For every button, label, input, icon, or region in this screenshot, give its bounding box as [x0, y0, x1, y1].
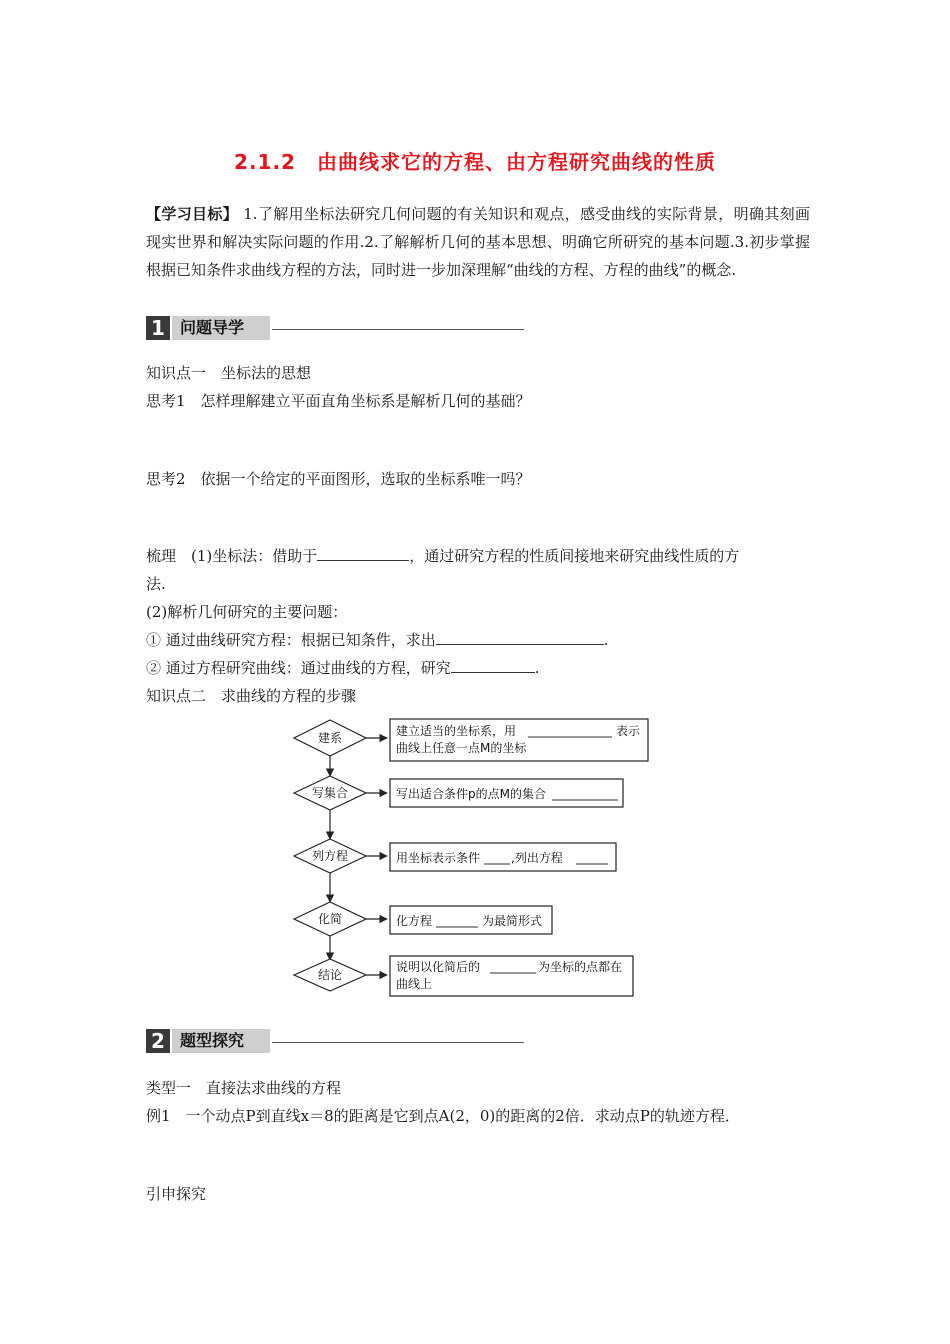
knowledge-point-2: 知识点二 求曲线的方程的步骤 [146, 687, 357, 705]
section-number: 2 [146, 1029, 170, 1053]
section-rule [272, 1042, 524, 1043]
step-name: 列方程 [311, 849, 349, 863]
example-1: 例1 一个动点P到直线x＝8的距离是它到点A(2，0)的距离的2倍．求动点P的轨迹方程． [146, 1107, 740, 1125]
summary-text: ① 通过曲线研究方程：根据已知条件，求出 [146, 631, 436, 649]
section-header-1 [146, 316, 526, 340]
fill-blank [436, 630, 604, 645]
extended-inquiry: 引申探究 [146, 1185, 207, 1203]
step-desc: 曲线上任意一点M的坐标 [396, 741, 527, 755]
step-name: 结论 [317, 968, 343, 982]
summary-line-1 [146, 545, 739, 566]
section-rule [272, 329, 524, 330]
step-desc: ,列出方程 [511, 851, 563, 865]
goals-text: 1.了解用坐标法研究几何问题的有关知识和观点，感受曲线的实际背景，明确其刻画现实世界和解决实际问题的作用.2.了解解析几何的基本思想、明确它所研究的基本问题.3.初步掌握根据已知条件求曲线方程的方法，同时进一步加深理解“曲线的方程、方程的曲线”的概念. [146, 205, 810, 279]
summary-line-5 [146, 657, 540, 678]
summary-text: ② 通过方程研究曲线：通过曲线的方程，研究 [146, 659, 451, 677]
knowledge-point-1: 知识点一 坐标法的思想 [146, 364, 312, 382]
step-desc: 建立适当的坐标系，用 [396, 724, 517, 738]
section-label: 题型探究 [172, 1029, 270, 1053]
step-name: 建系 [317, 731, 343, 745]
summary-text: 梳理 (1)坐标法：借助于 [146, 547, 318, 565]
step-desc: 用坐标表示条件 [396, 851, 481, 865]
summary-text: ，通过研究方程的性质间接地来研究曲线性质的方 [409, 547, 740, 565]
step-desc: 为坐标的点都在 [538, 960, 623, 974]
step-desc: 写出适合条件p的点M的集合 [396, 787, 546, 801]
section-label: 问题导学 [172, 316, 270, 340]
summary-line-2: 法. [146, 575, 166, 593]
step-desc: 化方程 [396, 914, 433, 928]
step-desc: 表示 [616, 724, 641, 738]
think-question-1: 思考1 怎样理解建立平面直角坐标系是解析几何的基础？ [146, 392, 531, 410]
step-name: 写集合 [311, 786, 349, 800]
summary-text: . [603, 631, 609, 649]
section-header-2 [146, 1029, 526, 1053]
step-desc: 曲线上 [396, 977, 433, 991]
fill-blank [317, 546, 409, 561]
goals-tag: 【学习目标】 [146, 205, 239, 223]
think-question-2: 思考2 依据一个给定的平面图形，选取的坐标系唯一吗？ [146, 470, 531, 488]
learning-goals [146, 200, 810, 284]
step-desc: 为最简形式 [482, 914, 543, 928]
step-name: 化简 [317, 912, 343, 926]
summary-line-4 [146, 629, 609, 650]
page-title: 2.1.2 由曲线求它的方程、由方程研究曲线的性质 [234, 150, 716, 174]
question-type-1: 类型一 直接法求曲线的方程 [146, 1079, 342, 1097]
summary-line-3: (2)解析几何研究的主要问题： [146, 603, 348, 621]
section-number: 1 [146, 316, 170, 340]
fill-blank [451, 658, 535, 673]
step-desc: 说明以化简后的 [396, 960, 481, 974]
summary-text: . [534, 659, 540, 677]
steps-flowchart [290, 712, 660, 1002]
